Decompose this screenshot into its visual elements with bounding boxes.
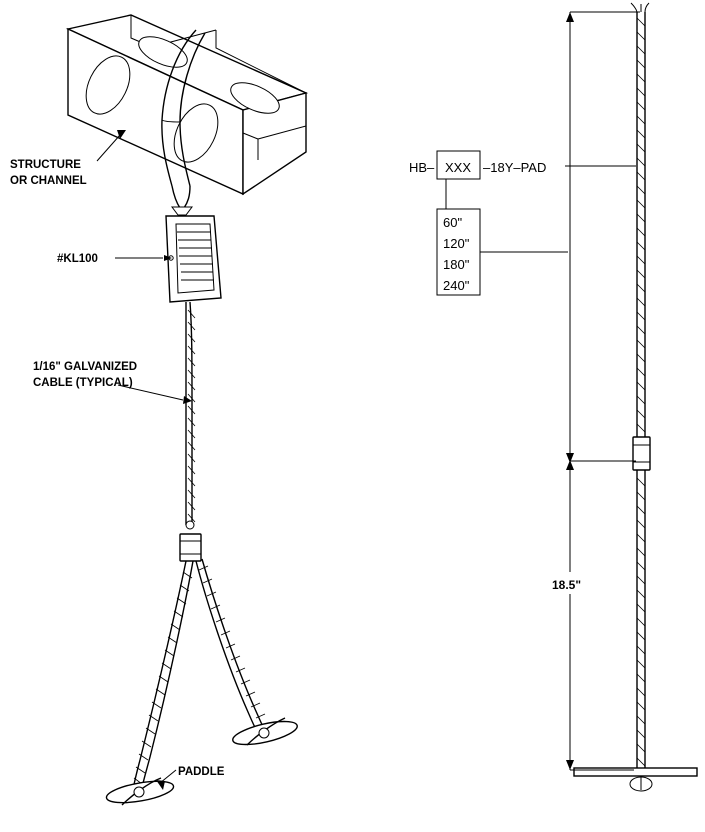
right-elevation [574,3,697,791]
cable-gripper-kl100 [166,216,221,302]
callout-gripper [57,253,172,265]
length-option-3: 240" [443,278,470,293]
callout-gripper-label: #KL100 [57,253,98,265]
part-number-variable: XXX [445,160,472,175]
callout-structure-label: STRUCTURE [10,159,81,171]
dimension-18-5 [548,12,640,770]
main-cable [186,302,195,525]
callout-structure-label2: OR CHANNEL [10,175,87,187]
cable-y-legs [133,559,269,790]
dimension-value: 18.5" [552,578,582,592]
base-paddle [574,768,697,791]
callout-structure [10,130,126,187]
length-option-1: 120" [443,236,470,251]
callout-cable-label: 1/16" GALVANIZED [33,361,138,373]
part-number-suffix: –18Y–PAD [483,160,547,175]
length-option-2: 180" [443,257,470,272]
length-option-0: 60" [443,215,463,230]
cable-junction-ferrule [180,521,201,561]
channel-assembly [68,15,306,807]
callout-cable-label2: CABLE (TYPICAL) [33,377,133,389]
cable-loop-bottom [172,186,192,215]
part-number-prefix: HB– [409,160,435,175]
callout-cable [33,361,192,404]
part-number-callout [409,151,636,295]
paddle-right [231,717,299,749]
callout-paddle-label: PADDLE [178,766,225,778]
